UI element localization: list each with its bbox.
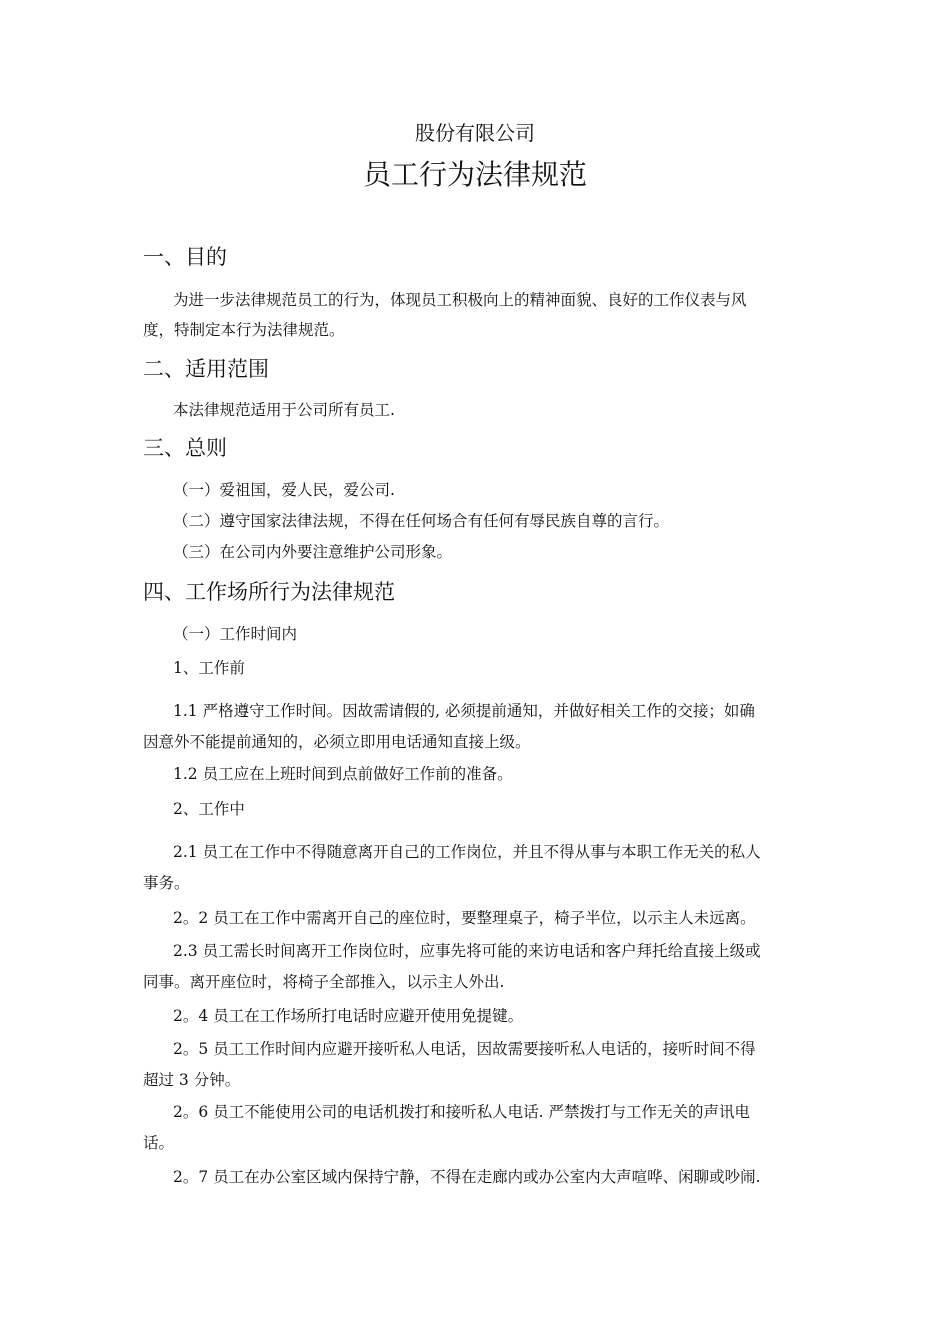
- section-heading-workplace: 四、工作场所行为法律规范: [143, 580, 395, 604]
- rule-2-1-line1: 2.1 员工在工作中不得随意离开自己的工作岗位，并且不得从事与本职工作无关的私人: [173, 843, 761, 861]
- rule-2-4: 2。4 员工在工作场所打电话时应避开使用免提键。: [173, 1007, 524, 1025]
- rule-2-7: 2。7 员工在办公室区域内保持宁静，不得在走廊内或办公室内大声喧哗、闲聊或吵闹.: [173, 1168, 761, 1186]
- workplace-heading-before-work: 1、工作前: [173, 659, 245, 677]
- rule-1-1-line2: 因意外不能提前通知的，必须立即用电话通知直接上级。: [143, 733, 531, 751]
- section-heading-purpose: 一、目的: [143, 245, 227, 269]
- rule-1-1-line1: 1.1 严格遵守工作时间。因故需请假的, 必须提前通知，并做好相关工作的交接；如确: [173, 702, 755, 720]
- rule-2-5-line1: 2。5 员工工作时间内应避开接听私人电话，因故需要接听私人电话的，接听时间不得: [173, 1040, 756, 1058]
- rule-2-2: 2。2 员工在工作中需离开自己的座位时，要整理桌子，椅子半位，以示主人未远离。: [173, 909, 756, 927]
- rule-2-3-line2: 同事。离开座位时，将椅子全部推入，以示主人外出.: [143, 973, 505, 991]
- section-heading-general: 三、总则: [143, 436, 227, 460]
- workplace-heading-during-work: 2、工作中: [173, 800, 245, 818]
- general-item-2: （二）遵守国家法律法规，不得在任何场合有任何有辱民族自尊的言行。: [173, 512, 670, 530]
- document-title: 员工行为法律规范: [362, 158, 587, 191]
- rule-2-3-line1: 2.3 员工需长时间离开工作岗位时，应事先将可能的来访电话和客户拜托给直接上级或: [173, 942, 761, 960]
- purpose-paragraph-line1: 为进一步法律规范员工的行为，体现员工积极向上的精神面貌、良好的工作仪表与风: [173, 291, 747, 309]
- rule-2-6-line1: 2。6 员工不能使用公司的电话机拨打和接听私人电话. 严禁拨打与工作无关的声讯电: [173, 1103, 751, 1121]
- scope-paragraph: 本法律规范适用于公司所有员工.: [173, 401, 395, 419]
- section-heading-scope: 二、适用范围: [143, 357, 269, 381]
- rule-2-1-line2: 事务。: [143, 874, 190, 892]
- rule-2-5-line2: 超过 3 分钟。: [143, 1071, 241, 1089]
- general-item-3: （三）在公司内外要注意维护公司形象。: [173, 543, 453, 561]
- company-name: 股份有限公司: [415, 121, 535, 145]
- general-item-1: （一）爱祖国，爱人民，爱公司.: [173, 481, 395, 499]
- rule-2-6-line2: 话。: [143, 1134, 175, 1152]
- workplace-subheading-worktime: （一）工作时间内: [173, 625, 298, 643]
- purpose-paragraph-line2: 度，特制定本行为法律规范。: [143, 321, 345, 339]
- rule-1-2: 1.2 员工应在上班时间到点前做好工作前的准备。: [173, 765, 513, 783]
